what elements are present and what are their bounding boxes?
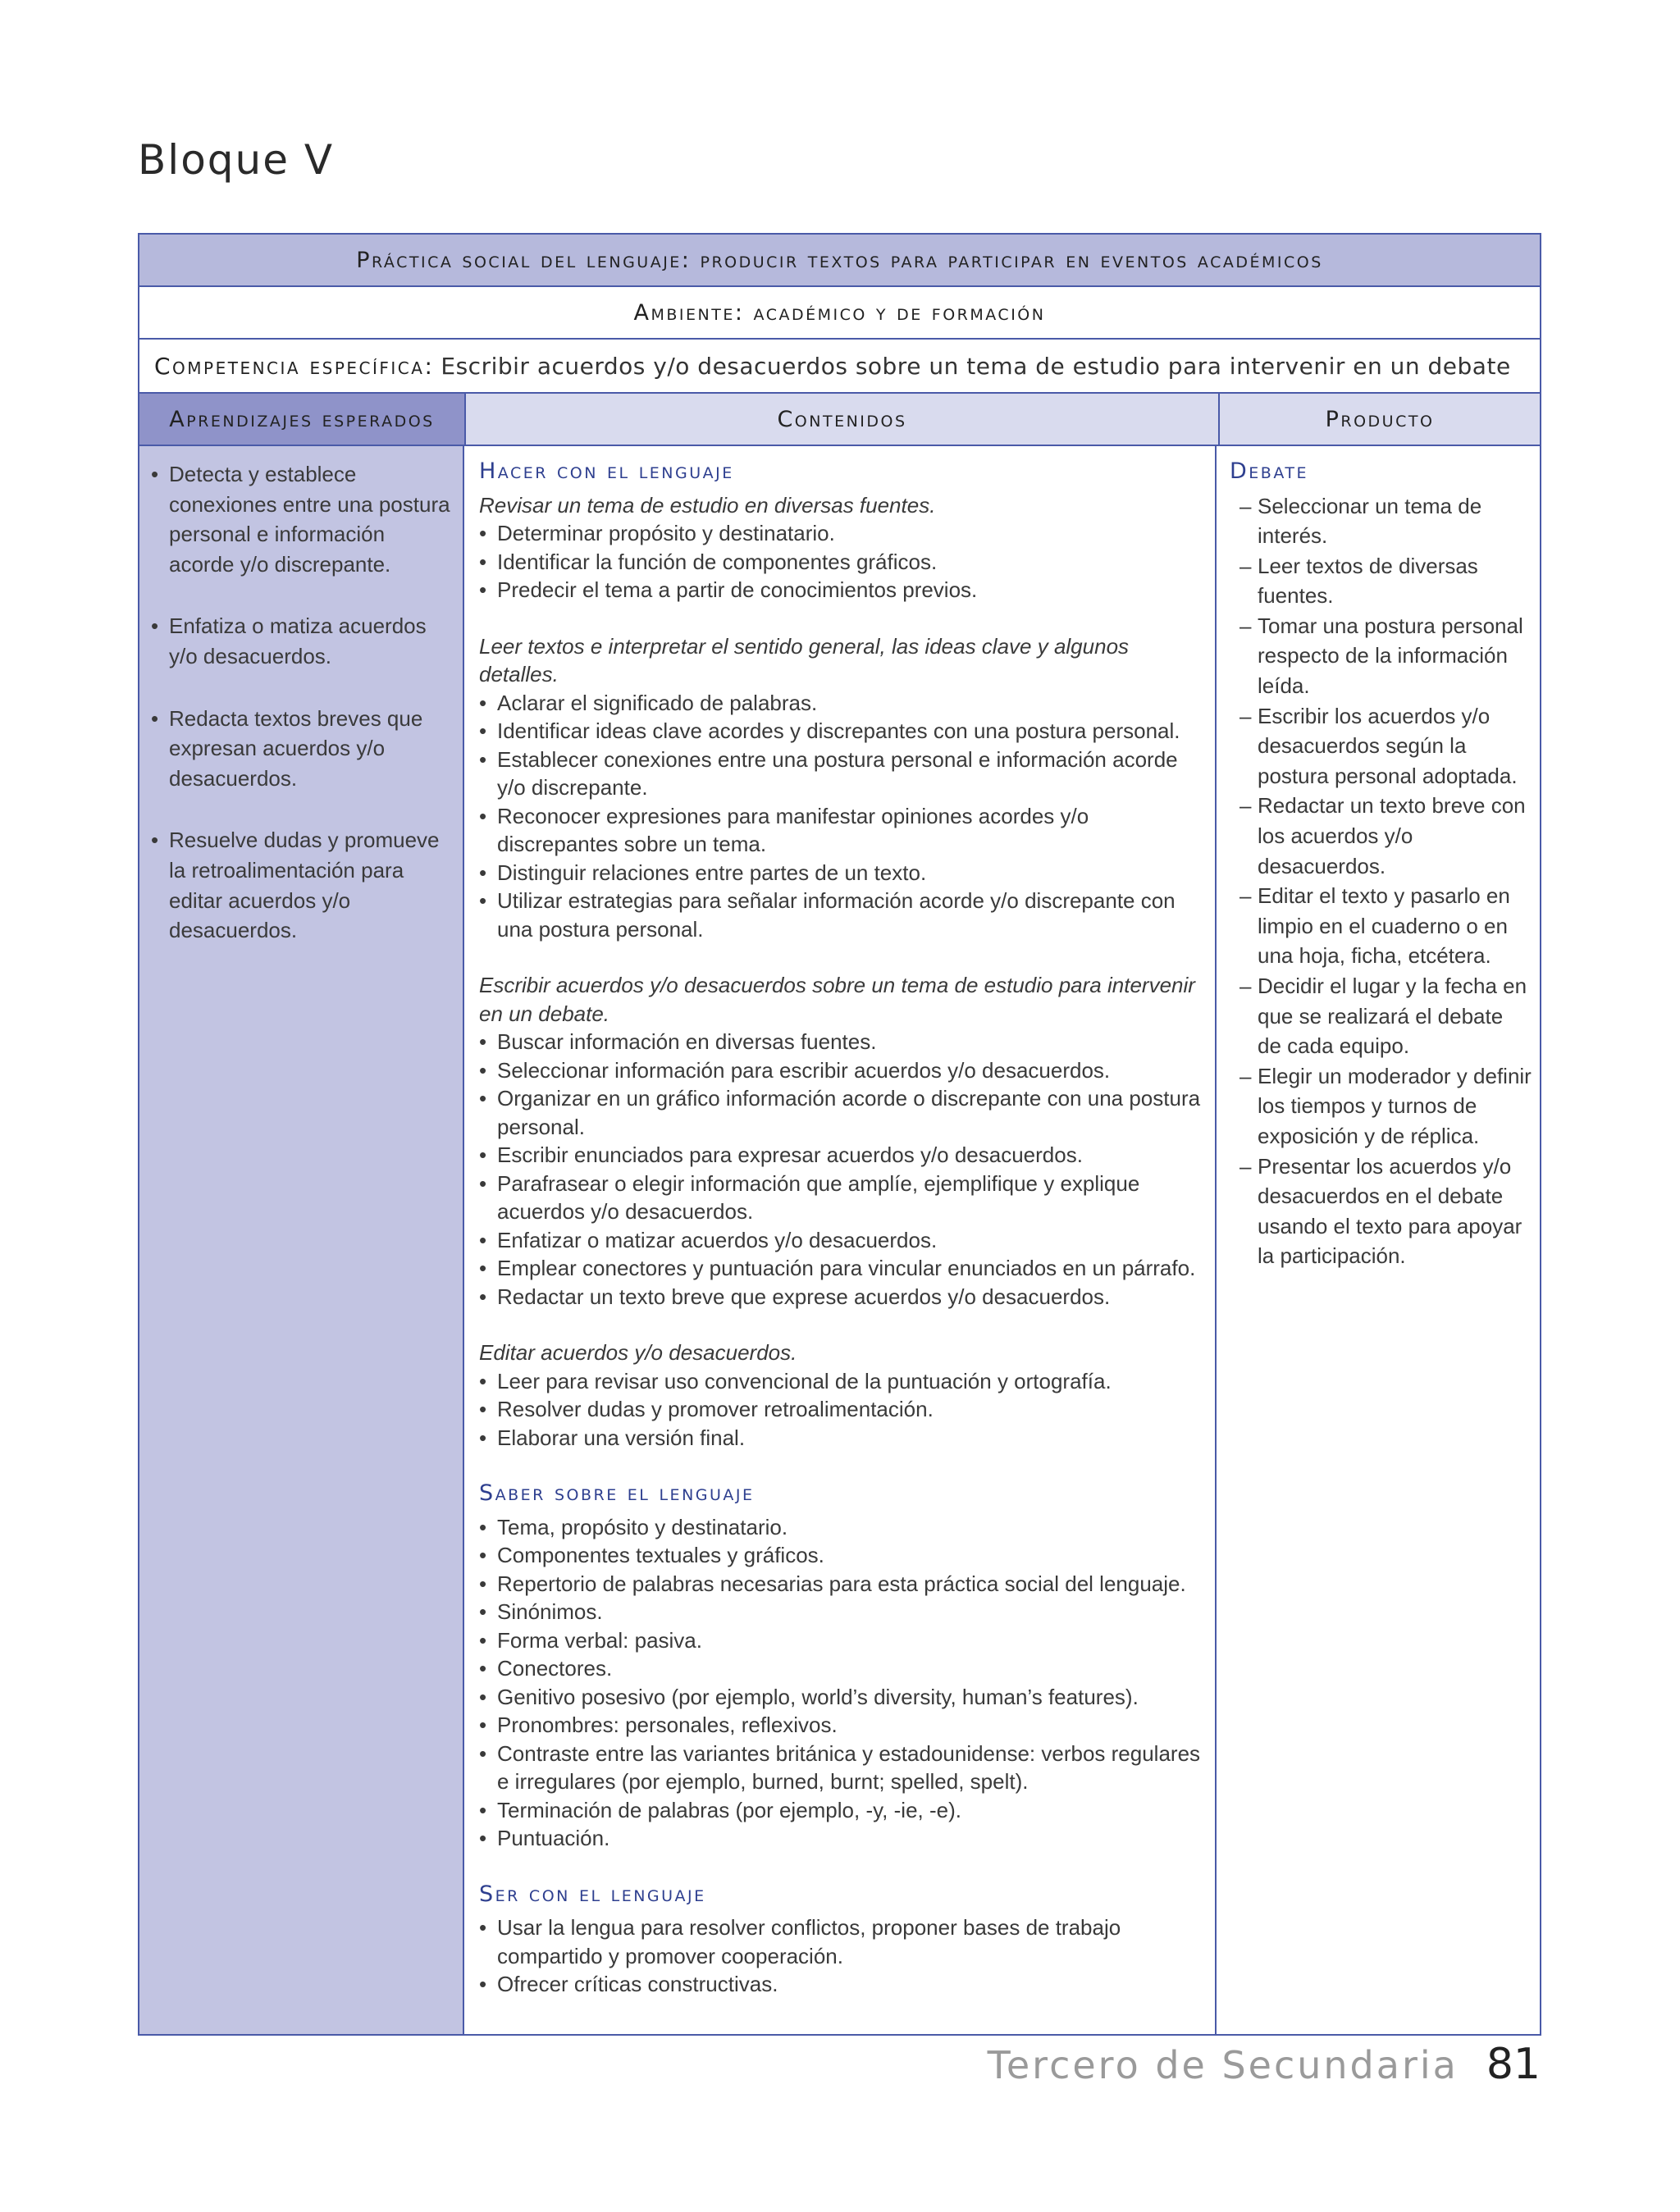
- list-item: • Repertorio de palabras necesarias para esta práctica social del lenguaje.: [479, 1571, 1186, 1596]
- list-item: • Distinguir relaciones entre partes de un texto.: [479, 860, 927, 885]
- practice-row: Práctica social del lenguaje: producir textos para participar en eventos académicos: [139, 235, 1540, 287]
- debate-heading: Debate: [1230, 458, 1308, 484]
- list-item: • Buscar información en diversas fuentes.: [479, 1029, 877, 1054]
- list-item: – Seleccionar un tema de interés.: [1239, 493, 1482, 549]
- list-item: • Componentes textuales y gráficos.: [479, 1543, 824, 1567]
- list-item: • Contraste entre las variantes británica y estadounidense: verbos regulares e irregulares (por ejemplo, burned, burnt; spelled, spelt).: [479, 1740, 1201, 1794]
- saber-list: [479, 1513, 1203, 1853]
- producto-column: [1217, 446, 1540, 2034]
- group-title: Leer textos e interpretar el sentido general, las ideas clave y algunos detalles.: [479, 633, 1130, 686]
- content-group: [479, 971, 1203, 1311]
- list-item: • Identificar la función de componentes gráficos.: [479, 549, 938, 574]
- group-title: Escribir acuerdos y/o desacuerdos sobre un tema de estudio para intervenir en un debate.: [479, 973, 1195, 1026]
- list-item: • Emplear conectores y puntuación para vincular enunciados en un párrafo.: [479, 1256, 1196, 1280]
- list-item: • Establecer conexiones entre una postura personal e información acorde y/o discrepante.: [479, 746, 1178, 800]
- list-item: • Redactar un texto breve que exprese acuerdos y/o desacuerdos.: [479, 1284, 1111, 1309]
- list-item: • Sinónimos.: [479, 1599, 603, 1624]
- list-item: – Tomar una postura personal respecto de la información leída.: [1239, 613, 1523, 699]
- group-title: Editar acuerdos y/o desacuerdos.: [479, 1340, 797, 1365]
- hacer-heading: Hacer con el lenguaje: [479, 458, 734, 484]
- list-item: • Forma verbal: pasiva.: [479, 1627, 702, 1653]
- list-item: • Aclarar el significado de palabras.: [479, 690, 818, 715]
- list-item: • Conectores.: [479, 1656, 613, 1681]
- list-item: – Redactar un texto breve con los acuerdos y/o desacuerdos.: [1239, 793, 1526, 878]
- list-item: • Organizar en un gráfico información acorde o discrepante con una postura personal.: [479, 1086, 1201, 1139]
- competence-row: [139, 340, 1540, 394]
- header-aprendizajes: Aprendizajes esperados: [139, 394, 466, 445]
- list-item: • Enfatiza o matiza acuerdos y/o desacuerdos.: [151, 613, 427, 668]
- list-item: • Detecta y establece conexiones entre una postura personal e información acorde y/o discrepante.: [151, 462, 450, 577]
- page-number: 81: [1486, 2040, 1541, 2089]
- header-contenidos: Contenidos: [466, 394, 1220, 445]
- competence-text: Escribir acuerdos y/o desacuerdos sobre un tema de estudio para intervenir en un debate: [441, 352, 1511, 380]
- list-item: • Ofrecer críticas constructivas.: [479, 1972, 778, 1996]
- group-title: Revisar un tema de estudio en diversas fuentes.: [479, 492, 936, 518]
- saber-heading: Saber sobre el lenguaje: [479, 1480, 755, 1506]
- list-item: – Escribir los acuerdos y/o desacuerdos según la postura personal adoptada.: [1239, 703, 1518, 788]
- list-item: – Leer textos de diversas fuentes.: [1239, 553, 1478, 609]
- list-item: • Usar la lengua para resolver conflictos, proponer bases de trabajo compartido y promover cooperación.: [479, 1915, 1121, 1968]
- content-group: [479, 632, 1203, 944]
- list-item: • Escribir enunciados para expresar acuerdos y/o desacuerdos.: [479, 1142, 1083, 1167]
- list-item: • Utilizar estrategias para señalar información acorde y/o discrepante con una postura personal.: [479, 888, 1176, 942]
- list-item: • Determinar propósito y destinatario.: [479, 521, 835, 545]
- header-producto: Producto: [1220, 394, 1540, 445]
- content-group: [479, 1339, 1203, 1452]
- list-item: • Tema, propósito y destinatario.: [479, 1514, 788, 1539]
- ser-list: [479, 1913, 1203, 1999]
- list-item: • Genitivo posesivo (por ejemplo, world’s diversity, human’s features).: [479, 1684, 1139, 1709]
- list-item: • Puntuación.: [479, 1826, 610, 1850]
- list-item: • Leer para revisar uso convencional de la puntuación y ortografía.: [479, 1368, 1112, 1393]
- competence-label: Competencia específica:: [154, 352, 435, 380]
- list-item: • Reconocer expresiones para manifestar opiniones acordes y/o discrepantes sobre un tema.: [479, 803, 1089, 856]
- ser-heading: Ser con el lenguaje: [479, 1881, 706, 1907]
- list-item: • Elaborar una versión final.: [479, 1425, 746, 1450]
- table-body: [139, 446, 1540, 2034]
- page-title: Bloque V: [138, 136, 335, 184]
- list-item: • Seleccionar información para escribir acuerdos y/o desacuerdos.: [479, 1057, 1111, 1083]
- environment-row: Ambiente: académico y de formación: [139, 287, 1540, 340]
- contenidos-column: [464, 446, 1217, 2034]
- column-headers: [139, 394, 1540, 446]
- page-footer: [988, 2040, 1541, 2089]
- curriculum-table: [138, 233, 1541, 2036]
- list-item: • Pronombres: personales, reflexivos.: [479, 1713, 838, 1737]
- list-item: • Identificar ideas clave acordes y discrepantes con una postura personal.: [479, 718, 1180, 743]
- list-item: • Parafrasear o elegir información que amplíe, ejemplifique y explique acuerdos y/o desacuerdos.: [479, 1170, 1140, 1224]
- list-item: • Terminación de palabras (por ejemplo, -y, -ie, -e).: [479, 1797, 961, 1822]
- list-item: • Redacta textos breves que expresan acuerdos y/o desacuerdos.: [151, 705, 423, 791]
- list-item: • Resolver dudas y promover retroalimentación.: [479, 1397, 934, 1421]
- content-group: [479, 491, 1203, 604]
- list-item: – Editar el texto y pasarlo en limpio en el cuaderno o en una hoja, ficha, etcétera.: [1239, 883, 1510, 969]
- footer-text: Tercero de Secundaria: [987, 2043, 1459, 2087]
- list-item: • Enfatizar o matizar acuerdos y/o desacuerdos.: [479, 1227, 938, 1252]
- aprendizajes-column: [139, 446, 464, 2034]
- list-item: – Decidir el lugar y la fecha en que se realizará el debate de cada equipo.: [1239, 974, 1527, 1059]
- list-item: – Presentar los acuerdos y/o desacuerdos en el debate usando el texto para apoyar la participación.: [1239, 1153, 1522, 1269]
- list-item: – Elegir un moderador y definir los tiempos y turnos de exposición y de réplica.: [1239, 1063, 1532, 1148]
- list-item: • Predecir el tema a partir de conocimientos previos.: [479, 577, 978, 602]
- list-item: • Resuelve dudas y promueve la retroalimentación para editar acuerdos y/o desacuerdos.: [151, 828, 440, 943]
